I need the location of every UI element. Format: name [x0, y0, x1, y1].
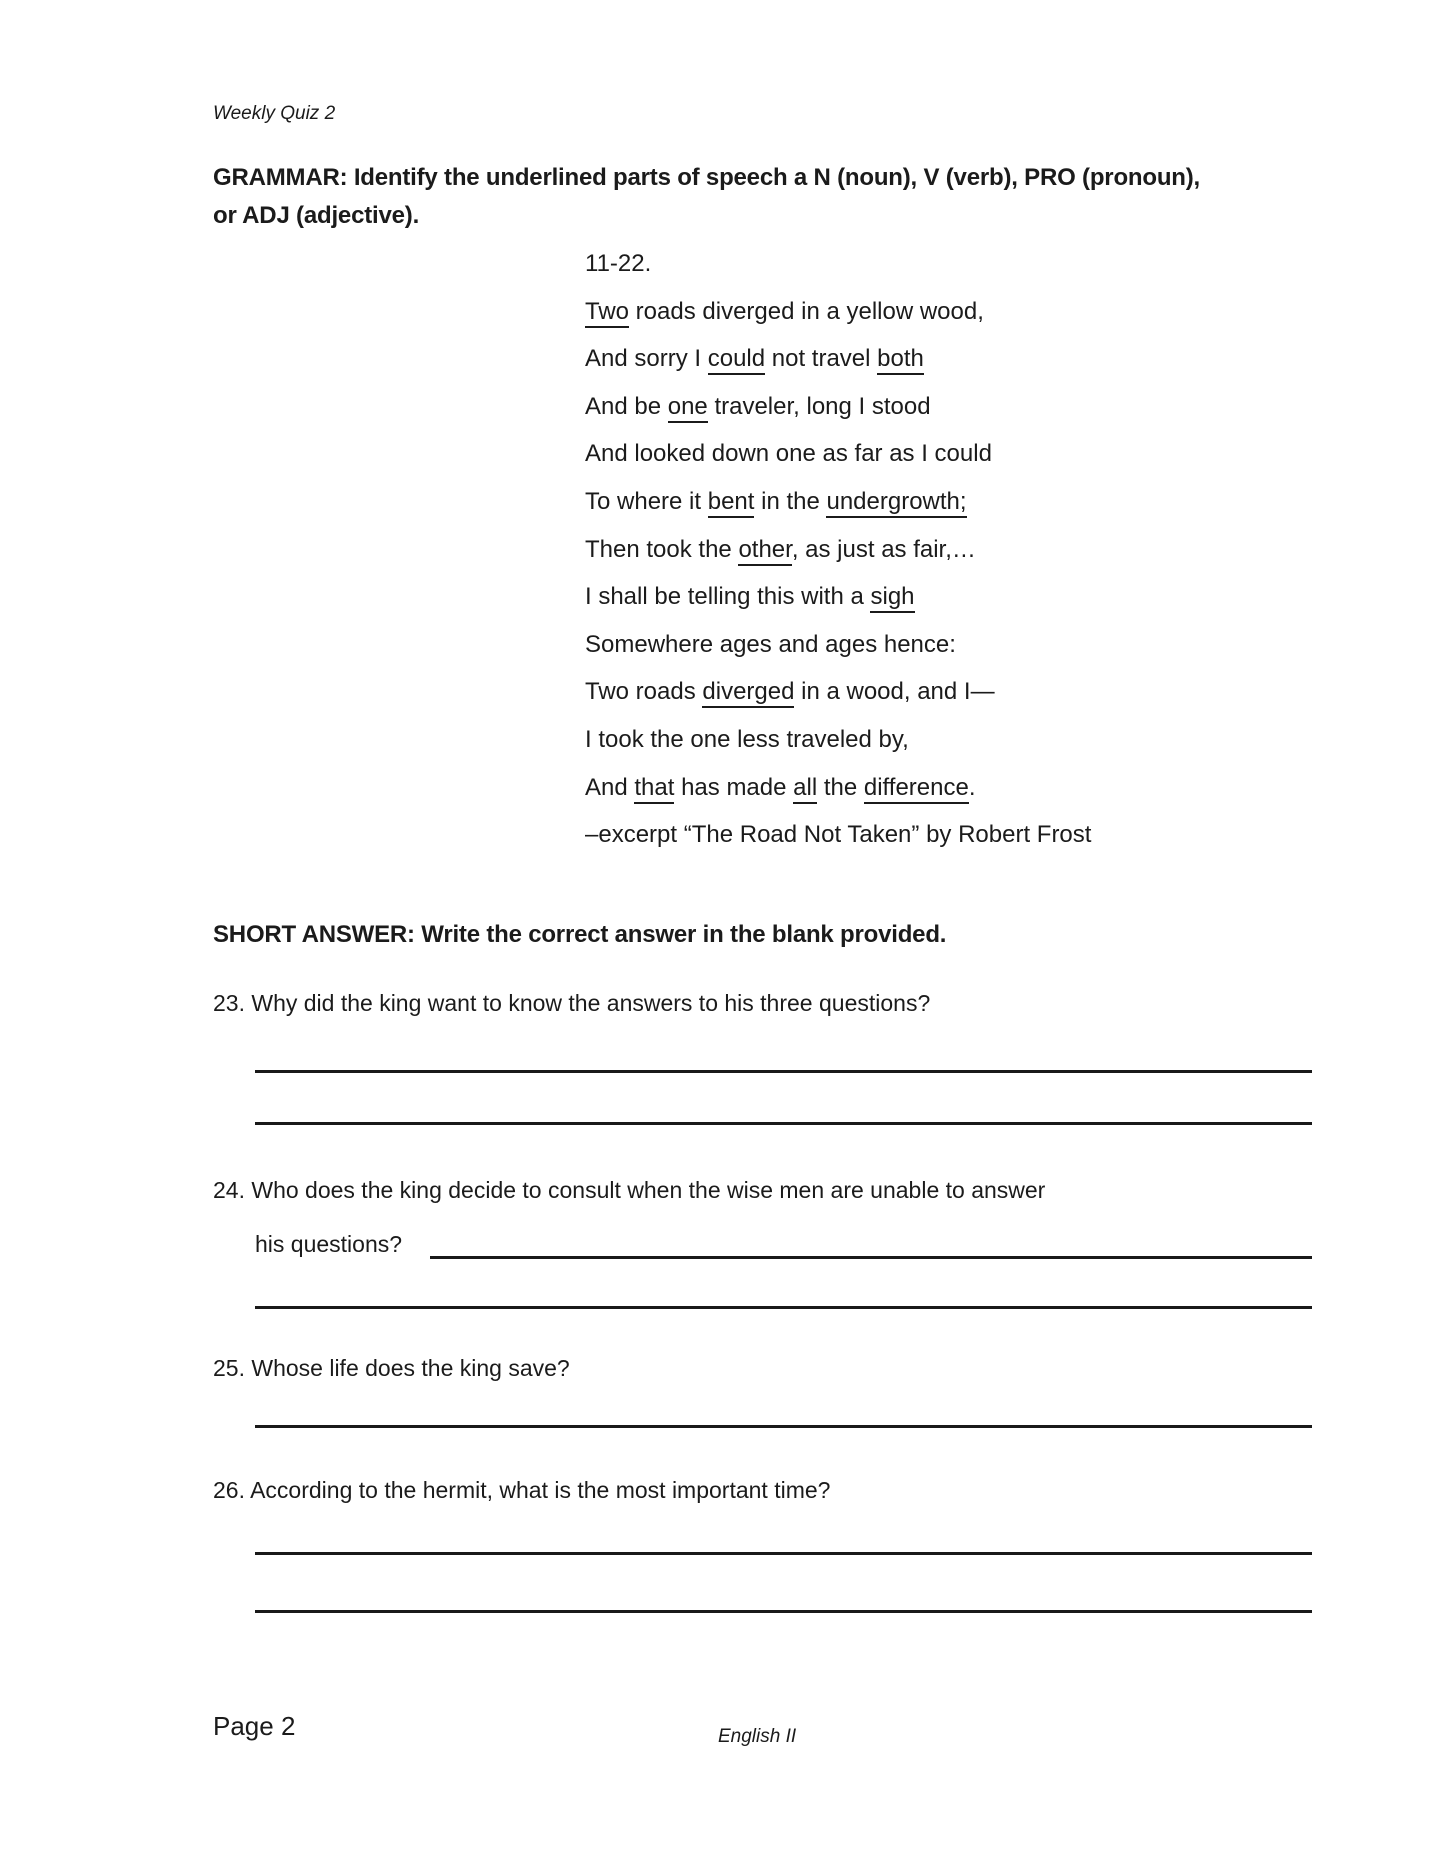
poem-line: I shall be telling this with a sigh [585, 573, 1091, 621]
grammar-heading-line2: or ADJ (adjective). [213, 202, 420, 229]
underlined-word: all [793, 774, 817, 804]
poem-line: To where it bent in the undergrowth; [585, 478, 1091, 526]
poem-line: Two roads diverged in a yellow wood, [585, 288, 1091, 336]
underlined-word: could [708, 345, 765, 375]
poem-line: Somewhere ages and ages hence: [585, 630, 956, 658]
question-24-line2: his questions? [255, 1231, 403, 1257]
course-label: English II [718, 1726, 797, 1747]
poem-excerpt [585, 240, 1091, 859]
poem-attribution: –excerpt “The Road Not Taken” by Robert Frost [585, 821, 1092, 849]
header-title: Weekly Quiz 2 [213, 103, 336, 124]
answer-blank-23-line1[interactable] [255, 1070, 1312, 1073]
grammar-section-heading [213, 159, 1200, 235]
answer-blank-26-line2[interactable] [255, 1610, 1312, 1613]
underlined-word: bent [708, 488, 755, 518]
grammar-heading-line1: GRAMMAR: Identify the underlined parts of speech a N (noun), V (verb), PRO (pronoun), [213, 164, 1201, 191]
underlined-word: that [634, 774, 674, 804]
answer-blank-25[interactable] [255, 1425, 1312, 1428]
poem-line: Two roads diverged in a wood, and I— [585, 668, 1091, 716]
question-26: 26. According to the hermit, what is the most important time? [213, 1477, 831, 1503]
question-23: 23. Why did the king want to know the answers to his three questions? [213, 990, 931, 1016]
underlined-word: one [668, 393, 708, 423]
answer-blank-26-line1[interactable] [255, 1552, 1312, 1555]
page-number: Page 2 [213, 1711, 296, 1741]
question-24-line1: 24. Who does the king decide to consult when the wise men are unable to answer [213, 1177, 1046, 1203]
question-25: 25. Whose life does the king save? [213, 1355, 570, 1381]
poem-line: And sorry I could not travel both [585, 335, 1091, 383]
underlined-word: Two [585, 298, 629, 328]
poem-line: Then took the other, as just as fair,… [585, 526, 1091, 574]
underlined-word: undergrowth; [826, 488, 966, 518]
poem-line: And be one traveler, long I stood [585, 383, 1091, 431]
underlined-word: difference [864, 774, 969, 804]
underlined-word: diverged [702, 678, 794, 708]
underlined-word: both [877, 345, 924, 375]
poem-lines [585, 288, 1091, 812]
short-answer-section-heading: SHORT ANSWER: Write the correct answer in the blank provided. [213, 921, 947, 948]
item-range-label: 11-22. [585, 250, 652, 277]
answer-blank-24-inline[interactable] [430, 1256, 1312, 1259]
underlined-word: other [738, 536, 791, 566]
poem-line: And looked down one as far as I could [585, 440, 992, 468]
answer-blank-23-line2[interactable] [255, 1122, 1312, 1125]
poem-line: I took the one less traveled by, [585, 725, 909, 753]
answer-blank-24-line2[interactable] [255, 1306, 1312, 1309]
underlined-word: sigh [870, 583, 914, 613]
poem-line: And that has made all the difference. [585, 764, 1091, 812]
